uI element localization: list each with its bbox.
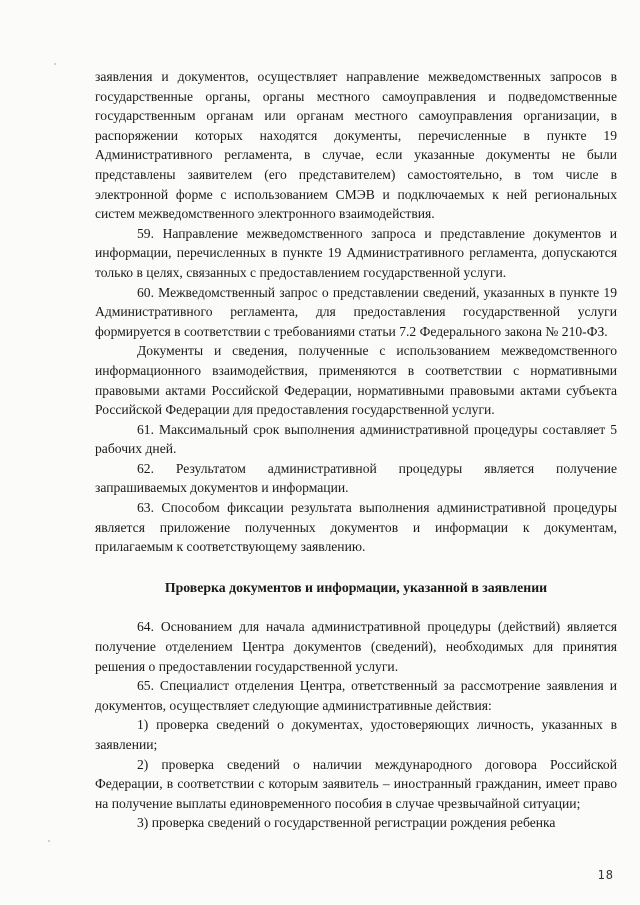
paragraph: заявления и документов, осуществляет направление межведомственных запросов в государственные органы, органы местного самоуправления и подведомственные государственным органам или органам местного самоуправления организации, в распоряжении которых находятся документы, перечисленные в пункте 19 Административного регламента, в случае, если указанные документы не были представлены заявителем (его представителем) самостоятельно, в том числе в электронной форме с использованием СМЭВ и подключаемых к ней региональных систем межведомственного электронного взаимодействия.: [95, 69, 617, 222]
section-heading: Проверка документов и информации, указанной в заявлении: [164, 579, 548, 595]
paragraph: 59. Направление межведомственного запроса и представление документов и информации, перечисленных в пункте 19 Административного регламента, допускаются только в целях, связанных с предоставлением государственной услуги.: [95, 225, 617, 280]
paragraph: Документы и сведения, полученные с использованием межведомственного информационного взаимодействия, применяются в соответствии с нормативными правовыми актами Российской Федерации, нормативными правовыми актами субъекта Российской Федерации для предоставления государственной услуги.: [95, 343, 617, 418]
paragraph: 65. Специалист отделения Центра, ответственный за рассмотрение заявления и документов, осуществляет следующие административные действия:: [95, 678, 617, 713]
document-body: [95, 67, 617, 833]
paragraph: 62. Результатом административной процедуры является получение запрашиваемых документов и информации.: [95, 460, 617, 496]
scan-speck: [48, 840, 50, 842]
paragraph: 2) проверка сведений о наличии международного договора Российской Федерации, в соответствии с которым заявитель – иностранный гражданин, имеет право на получение выплаты единовременного пособия в случае чрезвычайной ситуации;: [95, 756, 617, 811]
paragraph: 64. Основанием для начала административной процедуры (действий) является получение отделением Центра документов (сведений), необходимых для принятия решения о предоставлении государственной услуги.: [95, 619, 617, 674]
paragraphs-bottom: [95, 617, 617, 833]
paragraph: 3) проверка сведений о государственной регистрации рождения ребенка: [137, 815, 556, 831]
page-number: 18: [597, 868, 614, 882]
scan-speck: [54, 63, 56, 65]
paragraph: 60. Межведомственный запрос о представлении сведений, указанных в пункте 19 Административного регламента, для предоставления государственной услуги формируется в соответствии с требованиями статьи 7.2 Федерального закона № 210-ФЗ.: [95, 284, 617, 339]
paragraph: 61. Максимальный срок выполнения административной процедуры составляет 5 рабочих дней.: [95, 421, 617, 457]
paragraph: 1) проверка сведений о документах, удостоверяющих личность, указанных в заявлении;: [95, 717, 617, 752]
paragraph: 63. Способом фиксации результата выполнения административной процедуры является приложение полученных документов и информации к документам, прилагаемым к соответствующему заявлению.: [95, 500, 617, 555]
paragraphs-top: [95, 67, 617, 557]
